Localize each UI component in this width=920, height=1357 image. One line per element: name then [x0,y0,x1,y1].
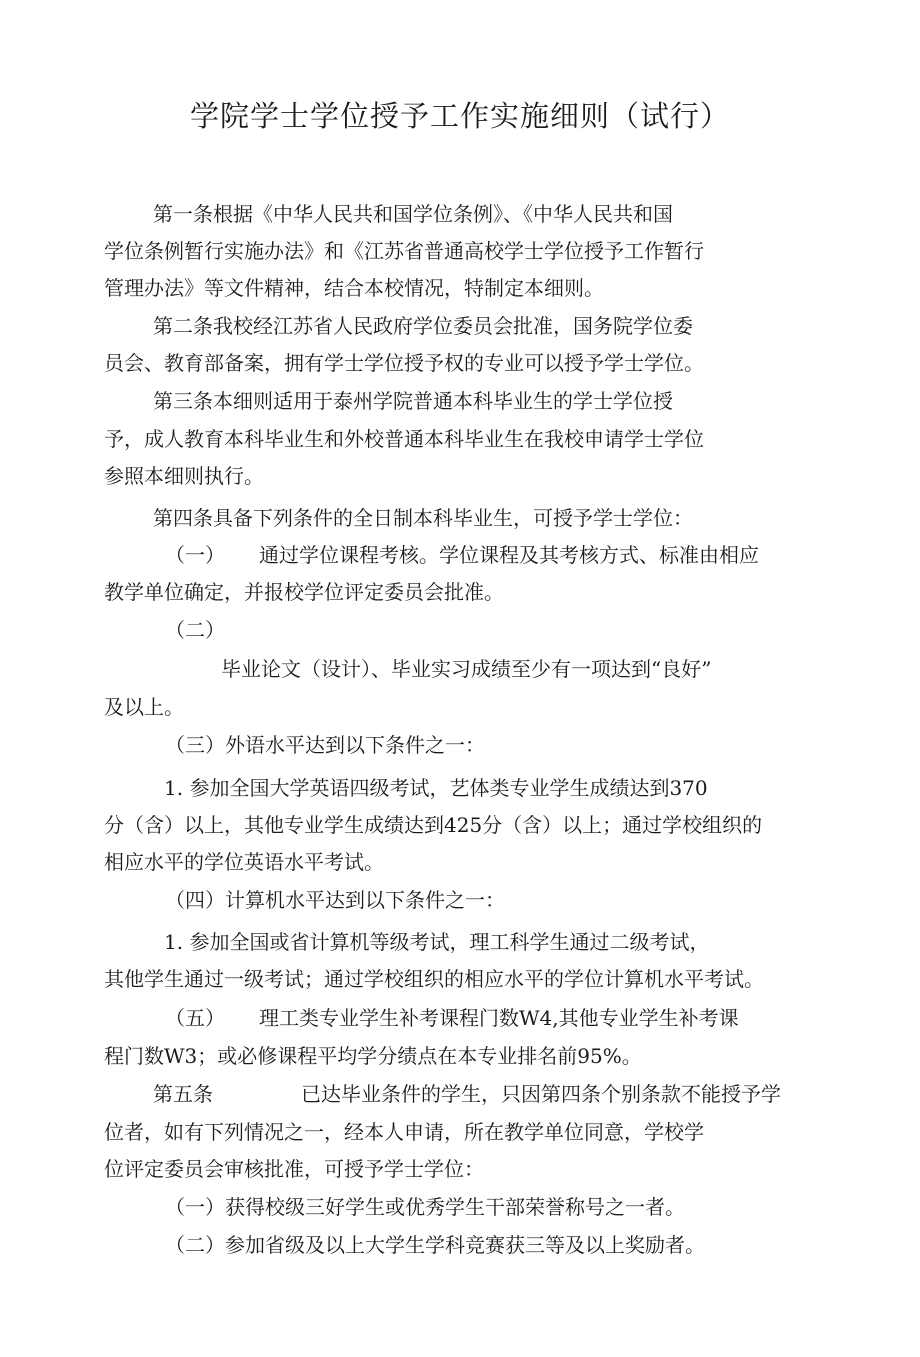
text-line: （四）计算机水平达到以下条件之一： [165,888,505,912]
text-line: 管理办法》等文件精神，结合本校情况，特制定本细则。 [104,276,604,300]
article-label: 第五条 [153,1082,213,1106]
item-marker: （五） [165,1006,225,1030]
text-line: 予，成人教育本科毕业生和外校普通本科毕业生在我校申请学士学位 [104,427,704,451]
text-line: 及以上。 [104,695,184,719]
text-line: 位者，如有下列情况之一，经本人申请，所在教学单位同意，学校学 [104,1120,704,1144]
text-line: 程门数W3；或必修课程平均学分绩点在本专业排名前95%。 [104,1044,642,1068]
text-line: 第四条具备下列条件的全日制本科毕业生，可授予学士学位： [153,506,693,530]
text-line: 已达毕业条件的学生，只因第四条个别条款不能授予学 [301,1082,781,1106]
text-line: （一）获得校级三好学生或优秀学生干部荣誉称号之一者。 [165,1195,685,1219]
text-line: 学位条例暂行实施办法》和《江苏省普通高校学士学位授予工作暂行 [104,239,704,263]
item-marker: （二） [165,618,225,642]
text-line: 分（含）以上，其他专业学生成绩达到425分（含）以上；通过学校组织的 [104,813,763,837]
text-line: 通过学位课程考核。学位课程及其考核方式、标准由相应 [259,543,759,567]
text-line: 教学单位确定，并报校学位评定委员会批准。 [104,580,504,604]
text-line: 1. 参加全国大学英语四级考试，艺体类专业学生成绩达到370 [164,776,708,800]
text-line: 第三条本细则适用于泰州学院普通本科毕业生的学士学位授 [153,389,673,413]
text-line: 位评定委员会审核批准，可授予学士学位： [104,1157,484,1181]
text-line: 1. 参加全国或省计算机等级考试，理工科学生通过二级考试， [164,930,710,954]
text-line: 理工类专业学生补考课程门数W4,其他专业学生补考课 [259,1006,739,1030]
text-line: 其他学生通过一级考试；通过学校组织的相应水平的学位计算机水平考试。 [104,967,764,991]
text-line: 第二条我校经江苏省人民政府学位委员会批准，国务院学位委 [153,314,693,338]
text-line: 参照本细则执行。 [104,464,264,488]
text-line: 相应水平的学位英语水平考试。 [104,850,384,874]
document-title: 学院学士学位授予工作实施细则（试行） [189,99,730,133]
text-line: （二）参加省级及以上大学生学科竞赛获三等及以上奖励者。 [165,1233,705,1257]
text-line: （三）外语水平达到以下条件之一： [165,733,485,757]
item-marker: （一） [165,543,225,567]
text-line: 员会、教育部备案，拥有学士学位授予权的专业可以授予学士学位。 [104,351,704,375]
text-line: 毕业论文（设计）、毕业实习成绩至少有一项达到“良好” [221,657,712,681]
text-line: 第一条根据《中华人民共和国学位条例》、《中华人民共和国 [153,202,673,226]
